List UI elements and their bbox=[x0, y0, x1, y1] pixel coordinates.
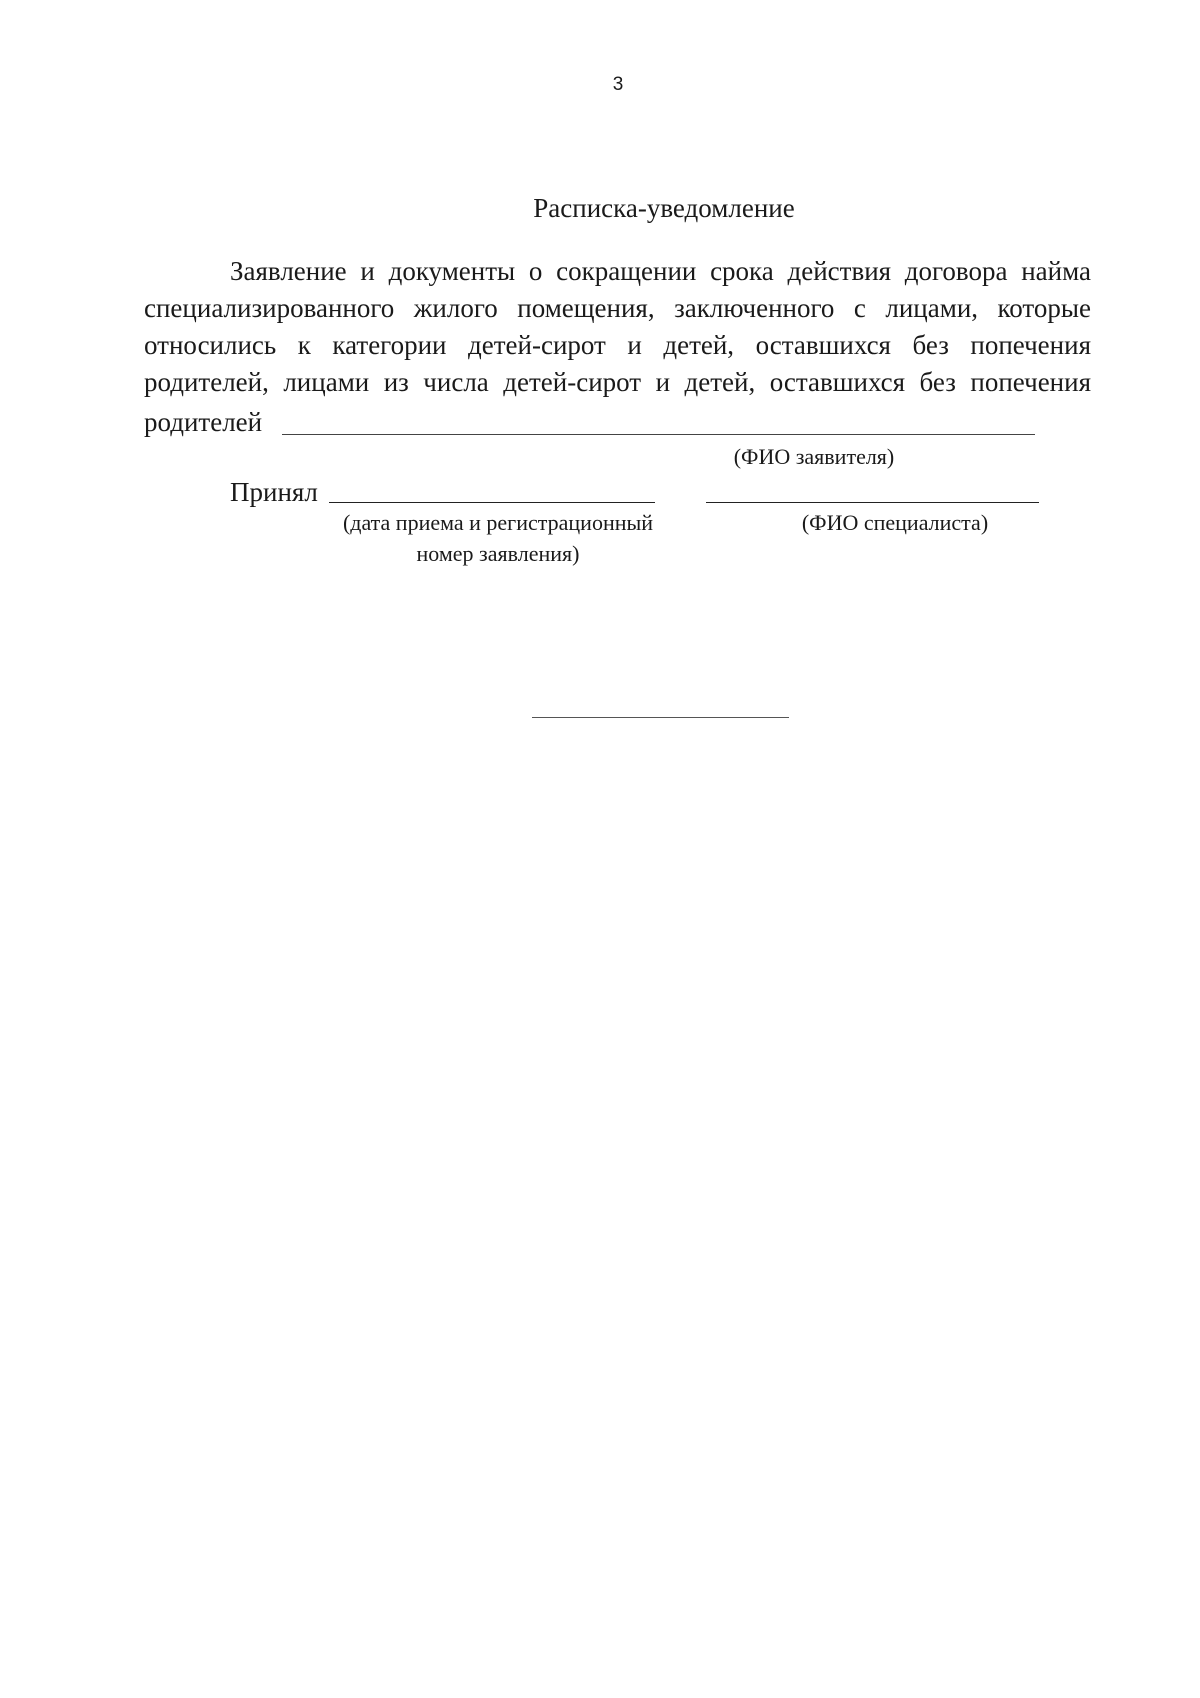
applicant-name-caption: (ФИО заявителя) bbox=[733, 444, 895, 469]
accepted-label: Принял bbox=[230, 477, 318, 507]
specialist-name-line bbox=[706, 502, 1039, 503]
body-paragraph-last-line: родителей bbox=[144, 407, 263, 437]
date-registration-line bbox=[329, 502, 655, 503]
specialist-name-caption: (ФИО специалиста) bbox=[801, 510, 989, 535]
page-number: 3 bbox=[612, 74, 624, 95]
body-paragraph: Заявление и документы о сокращении срока действия договора найма специализированного жилого помещения, заключенного с лицами, которые относились к категории детей-сирот и детей, оставшихся без попечения родителей, лицами из числа детей-сирот и детей, оставшихся без попечения bbox=[144, 256, 1091, 397]
document-title: Расписка-уведомление bbox=[533, 193, 795, 223]
footer-separator-line bbox=[532, 717, 789, 718]
applicant-name-line bbox=[282, 434, 1035, 435]
date-registration-caption: (дата приема и регистрационный номер заявления) bbox=[342, 510, 654, 566]
